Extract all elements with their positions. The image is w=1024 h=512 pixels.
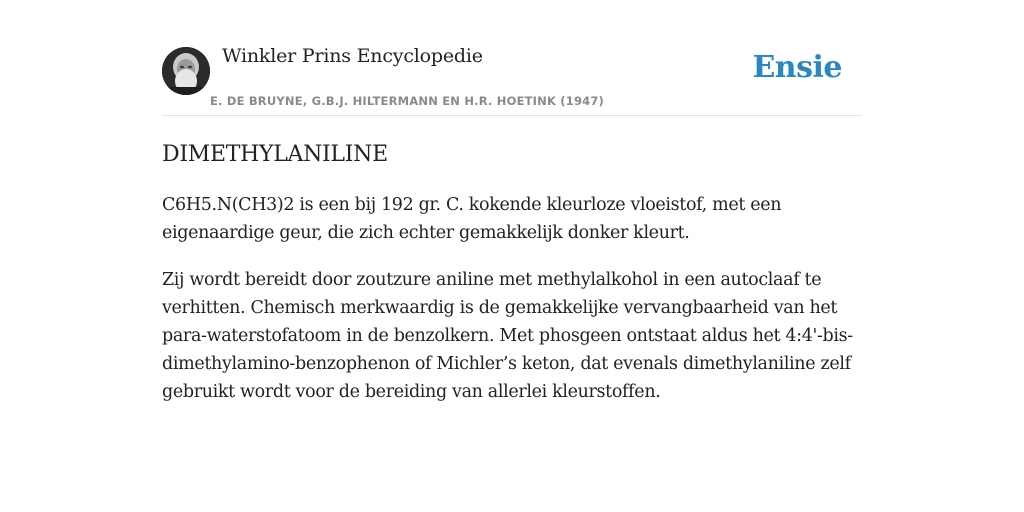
article-paragraph-2: Zij wordt bereidt door zoutzure aniline met methylalkohol in een autoclaaf te verhitten. Chemisch merkwaardig is de gemakkelijke vervangbaarheid van het para-waterstofatoom in de benzolkern. Met phosgeen ontstaat aldus het 4:4'-bis-dimethylamino-benzophenon of Michler’s keton, dat evenals dimethylaniline zelf gebruikt wordt voor de bereiding van allerlei kleurstoffen.	[162, 270, 853, 402]
article	[162, 142, 862, 406]
content-container	[162, 0, 862, 406]
authors-line: E. DE BRUYNE, G.B.J. HILTERMANN EN H.R. HOETINK (1947)	[210, 94, 605, 108]
site-header	[162, 0, 862, 116]
site-title[interactable]: Winkler Prins Encyclopedie	[222, 45, 483, 67]
portrait-avatar-icon	[162, 47, 210, 95]
ensie-logo[interactable]: Ensie	[752, 50, 842, 85]
article-title: DIMETHYLANILINE	[162, 142, 388, 167]
article-paragraph-1: C6H5.N(CH3)2 is een bij 192 gr. C. kokende kleurloze vloeistof, met een eigenaardige geur, die zich echter gemakkelijk donker kleurt.	[162, 195, 782, 243]
